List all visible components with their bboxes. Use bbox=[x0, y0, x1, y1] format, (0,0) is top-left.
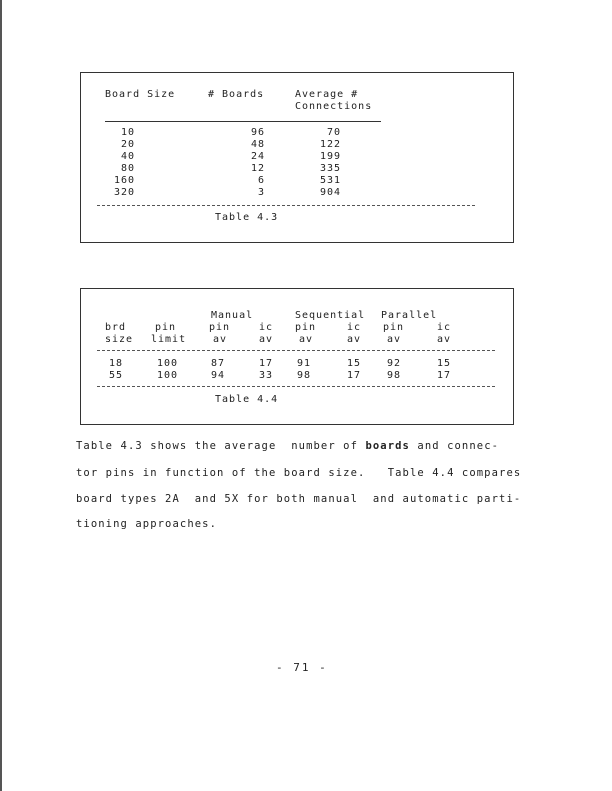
cell-boards: 12 bbox=[250, 163, 265, 174]
cell-manual-ic: 17 bbox=[259, 358, 274, 369]
header-limit: limit bbox=[151, 334, 187, 345]
cell-parallel-ic: 15 bbox=[437, 358, 452, 369]
cell-manual-ic: 33 bbox=[259, 370, 274, 381]
cell-manual-pin: 94 bbox=[211, 370, 226, 381]
header-av: av bbox=[213, 334, 228, 345]
header-manual-ic: ic bbox=[259, 322, 274, 333]
table-4-4-caption: Table 4.4 bbox=[215, 394, 279, 405]
cell-limit: 100 bbox=[157, 370, 179, 381]
header-av: av bbox=[299, 334, 314, 345]
page-edge-line bbox=[0, 0, 2, 791]
paragraph-line-2: tor pins in function of the board size. Table 4.4 compares bbox=[76, 467, 522, 479]
header-rule bbox=[105, 121, 381, 122]
cell-connections: 531 bbox=[319, 175, 341, 186]
group-sequential: Sequential bbox=[295, 310, 366, 321]
header-av: av bbox=[437, 334, 452, 345]
header-size: size bbox=[105, 334, 134, 345]
cell-size: 160 bbox=[113, 175, 135, 186]
cell-boards: 3 bbox=[257, 187, 265, 198]
cell-size: 20 bbox=[120, 139, 135, 150]
cell-parallel-pin: 98 bbox=[387, 370, 402, 381]
header-av: av bbox=[387, 334, 402, 345]
header-manual-pin: pin bbox=[209, 322, 231, 333]
cell-sequential-pin: 91 bbox=[297, 358, 312, 369]
cell-brd: 55 bbox=[109, 370, 124, 381]
table-4-3-caption: Table 4.3 bbox=[215, 212, 279, 223]
cell-size: 80 bbox=[120, 163, 135, 174]
cell-parallel-ic: 17 bbox=[437, 370, 452, 381]
cell-size: 10 bbox=[120, 127, 135, 138]
cell-parallel-pin: 92 bbox=[387, 358, 402, 369]
header-av: av bbox=[259, 334, 274, 345]
header-average-line2: Connections bbox=[295, 101, 373, 112]
header-av: av bbox=[347, 334, 362, 345]
header-sequential-ic: ic bbox=[347, 322, 362, 333]
cell-boards: 6 bbox=[257, 175, 265, 186]
cell-boards: 24 bbox=[250, 151, 265, 162]
group-manual: Manual bbox=[211, 310, 254, 321]
cell-brd: 18 bbox=[109, 358, 124, 369]
cell-connections: 122 bbox=[319, 139, 341, 150]
cell-connections: 70 bbox=[326, 127, 341, 138]
cell-connections: 904 bbox=[319, 187, 341, 198]
header-brd: brd bbox=[105, 322, 127, 333]
cell-boards: 96 bbox=[250, 127, 265, 138]
paragraph-line-4: tioning approaches. bbox=[76, 518, 218, 530]
cell-sequential-ic: 17 bbox=[347, 370, 362, 381]
header-pin: pin bbox=[155, 322, 177, 333]
cell-boards: 48 bbox=[250, 139, 265, 150]
paragraph-line-3: board types 2A and 5X for both manual and automatic parti- bbox=[76, 493, 522, 505]
table-4-3-box bbox=[80, 72, 514, 243]
group-parallel: Parallel bbox=[381, 310, 438, 321]
table-4-4-box bbox=[80, 288, 514, 425]
header-sequential-pin: pin bbox=[295, 322, 317, 333]
footer-rule bbox=[97, 386, 495, 387]
text-run: Table 4.3 shows the average number of bbox=[76, 440, 366, 452]
cell-connections: 335 bbox=[319, 163, 341, 174]
bold-run: boards bbox=[365, 440, 410, 452]
cell-connections: 199 bbox=[319, 151, 341, 162]
header-num-boards: # Boards bbox=[208, 89, 265, 100]
page-number: - 71 - bbox=[276, 661, 328, 674]
cell-size: 320 bbox=[113, 187, 135, 198]
cell-limit: 100 bbox=[157, 358, 179, 369]
cell-size: 40 bbox=[120, 151, 135, 162]
header-parallel-ic: ic bbox=[437, 322, 452, 333]
paragraph-line-1 bbox=[76, 440, 499, 453]
text-run: and connec- bbox=[409, 440, 500, 452]
header-rule bbox=[97, 350, 495, 351]
cell-manual-pin: 87 bbox=[211, 358, 226, 369]
header-average-line1: Average # bbox=[295, 89, 359, 100]
cell-sequential-pin: 98 bbox=[297, 370, 312, 381]
footer-rule bbox=[97, 205, 475, 206]
header-parallel-pin: pin bbox=[383, 322, 405, 333]
header-board-size: Board Size bbox=[105, 89, 176, 100]
cell-sequential-ic: 15 bbox=[347, 358, 362, 369]
